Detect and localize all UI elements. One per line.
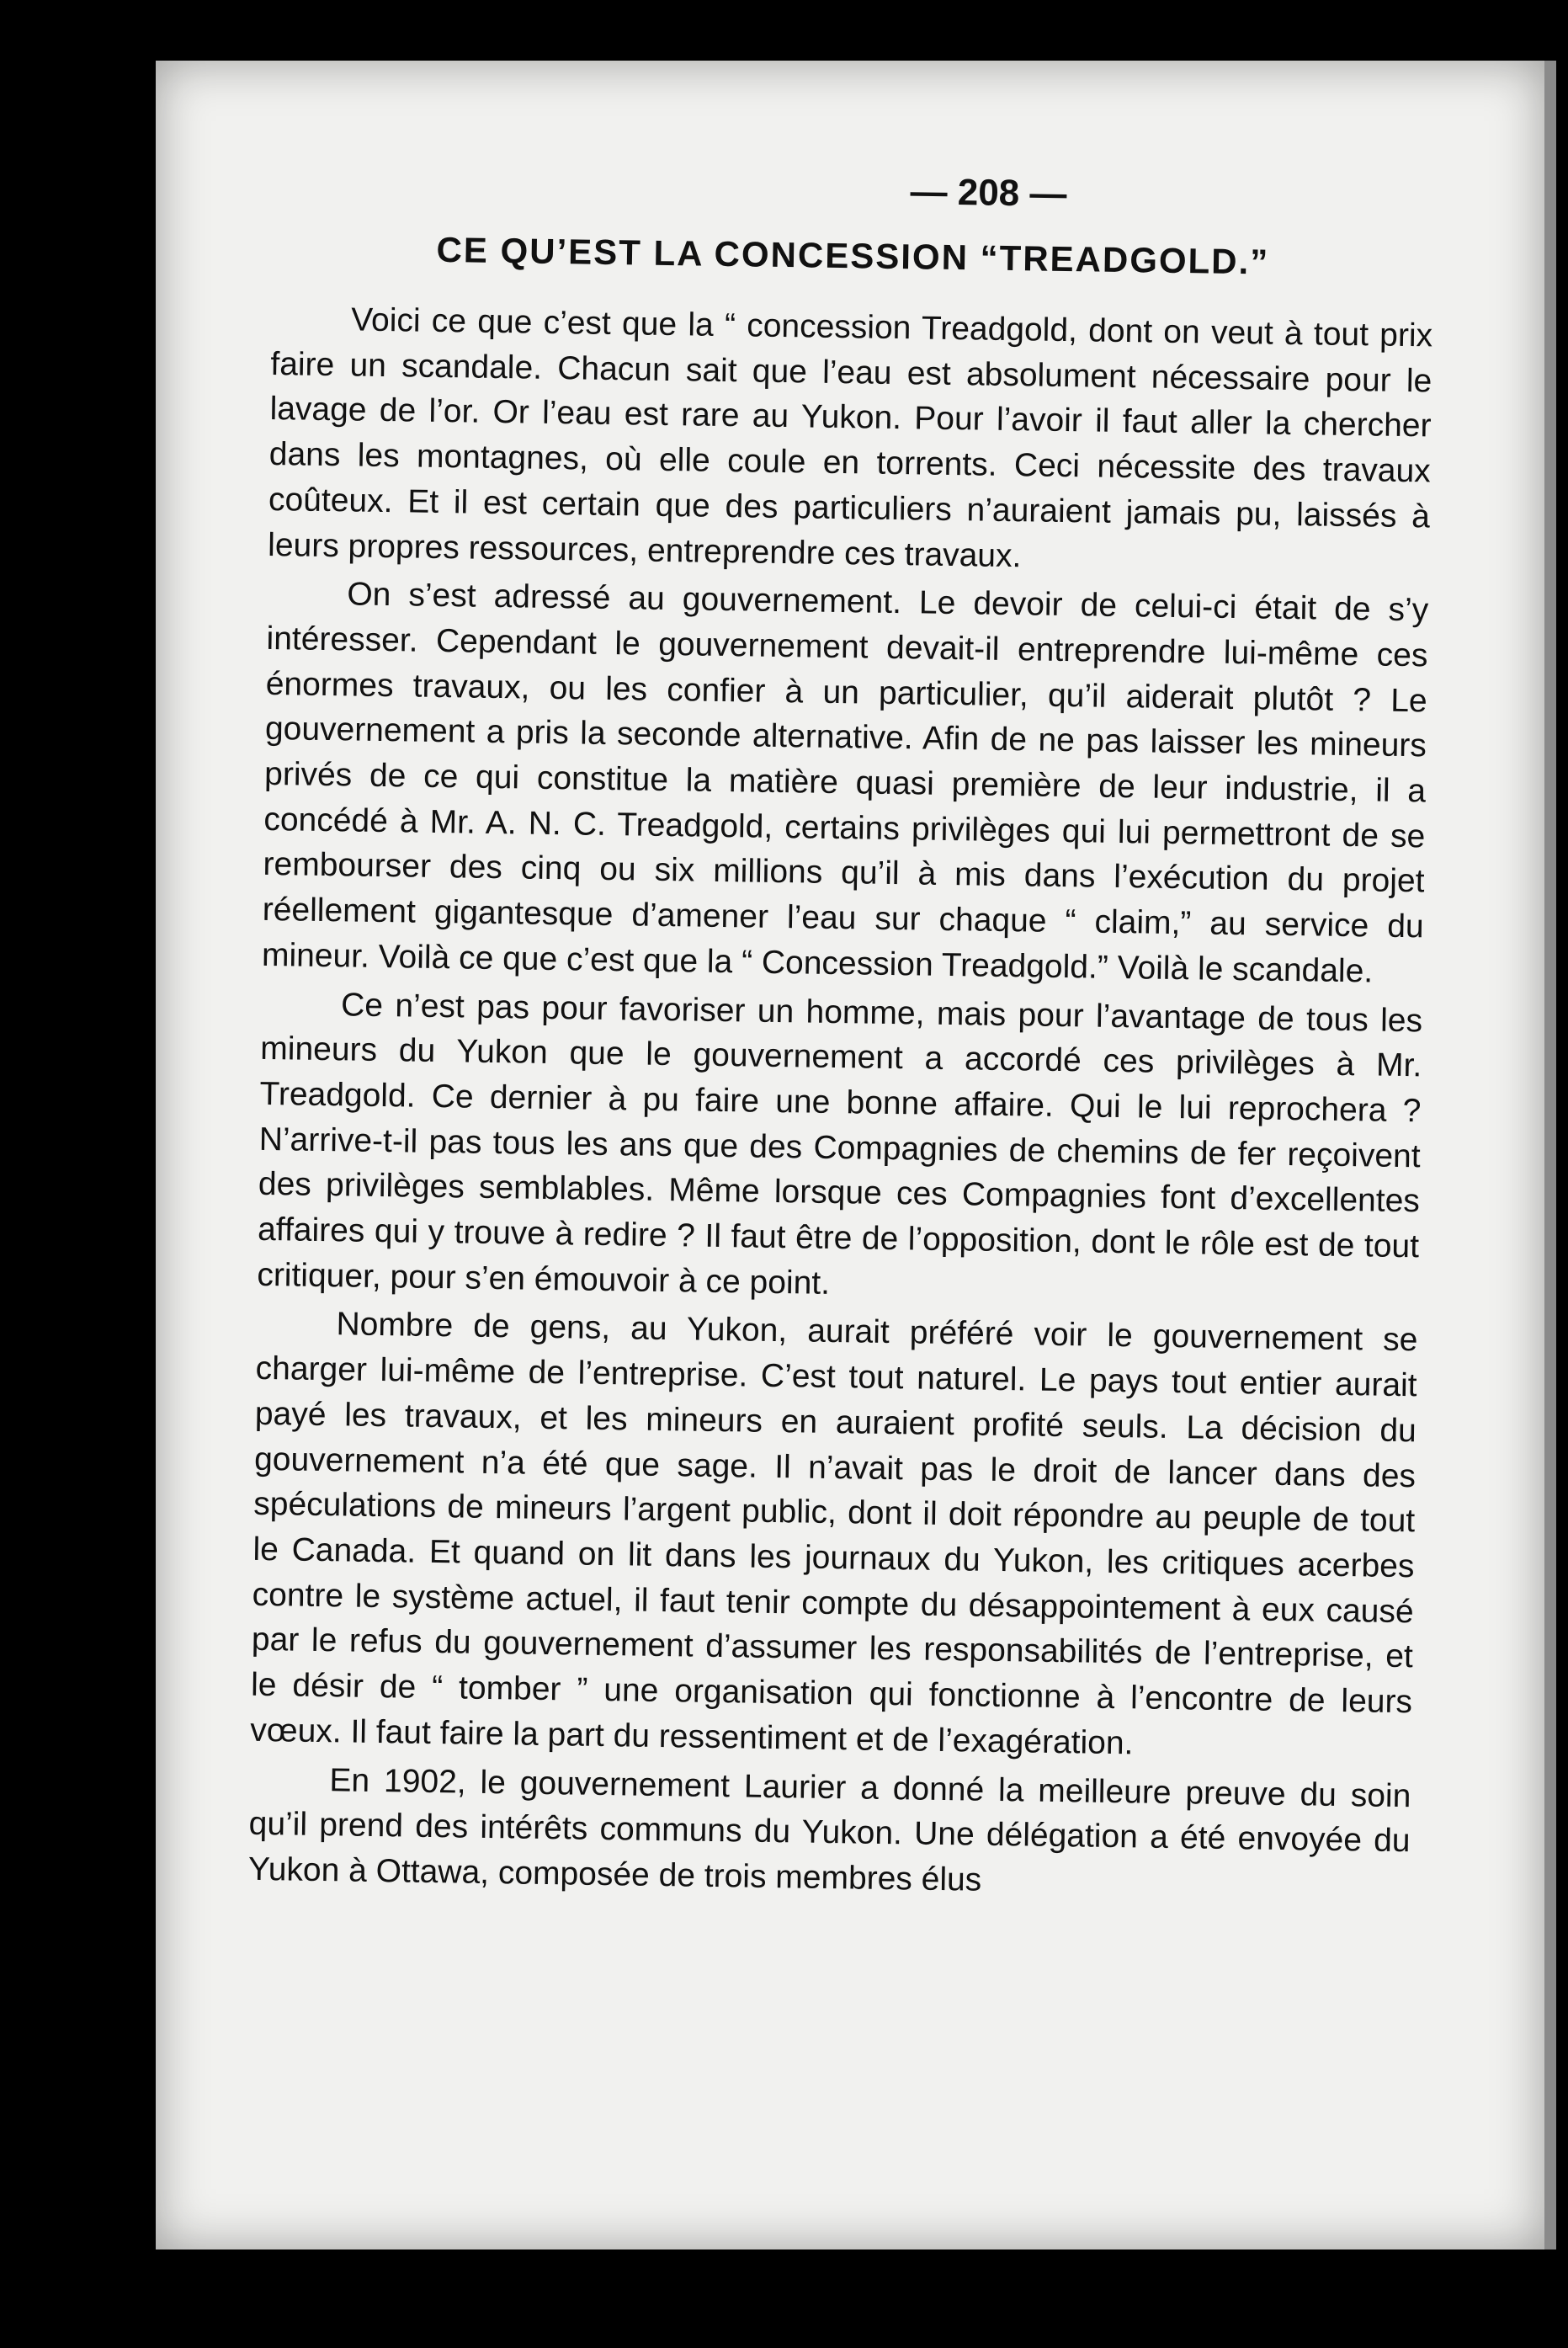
page-content bbox=[248, 162, 1435, 1909]
scanned-page bbox=[156, 61, 1544, 2250]
page-heading: CE QU’EST LA CONCESSION “TREADGOLD.” bbox=[436, 229, 1270, 282]
page-edge bbox=[1544, 61, 1556, 2250]
page-number: — 208 — bbox=[910, 171, 1067, 215]
paragraph: En 1902, le gouvernement Laurier a donné la meilleure preuve du soin qu’il prend des intérêts communs du Yukon. Une délégation a été envoyée du Yukon à Ottawa, composée de trois membres élus bbox=[247, 1761, 1411, 1898]
paragraph: Ce n’est pas pour favoriser un homme, mais pour l’avantage de tous les mineurs du Yukon que le gouvernement a accordé ces privilèges à Mr. Treadgold. Ce dernier à pu faire une bonne affaire. Qui le lui reprochera ? N’arrive-t-il pas tous les ans que des Compagnies de chemins de fer reçoivent des privilèges semblables. Même lorsque ces Compagnies font d’excellentes affaires qui y trouve à redire ? Il faut être de l’opposition, dont le rôle est de tout critiquer, pour s’en émouvoir à ce point. bbox=[257, 986, 1423, 1302]
paragraph: Voici ce que c’est que la “ concession Treadgold, dont on veut à tout prix faire un scandale. Chacun sait que l’eau est absolument nécessaire pour le lavage de l’or. Or l’eau est rare au Yukon. Pour l’avoir il faut aller la chercher dans les montagnes, où elle coule en torrents. Ceci nécessite des travaux coûteux. Et il est certain que des particuliers n’auraient jamais pu, laissés à leurs propres ressources, entreprendre ces travaux. bbox=[267, 301, 1433, 574]
paragraph: Nombre de gens, au Yukon, aurait préféré voir le gouvernement se charger lui-même de l’entreprise. C’est tout naturel. Le pays tout entier aurait payé les travaux, et les mineurs en auraient profité seuls. La décision du gouvernement n’a été que sage. Il n’avait pas le droit de lancer dans des spéculations de mineurs l’argent public, dont il doit répondre au peuple de tout le Canada. Et quand on lit dans les journaux du Yukon, les critiques acerbes contre le système actuel, il faut tenir compte du désappointement à eux causé par le refus du gouvernement d’assumer les responsabilités de l’entreprise, et le désir de “ tomber ” une organisation qui fonctionne à l’encontre de leurs vœux. Il faut faire la part du ressentiment et de l’exagération. bbox=[250, 1306, 1418, 1762]
paragraph: On s’est adressé au gouvernement. Le devoir de celui-ci était de s’y intéresser. Cependant le gouvernement devait-il entreprendre lui-même ces énormes travaux, ou les confier à un particulier, qu’il aiderait plutôt ? Le gouvernement a pris la seconde alternative. Afin de ne pas laisser les mineurs privés de ce qui constitue la matière quasi première de leur industrie, il a concédé à Mr. A. N. C. Treadgold, certains privilèges qui lui permettront de se rembourser des cinq ou six millions qu’il à mis dans l’exécution du projet réellement gigantesque d’amener l’eau sur chaque “ claim,” au service du mineur. Voilà ce que c’est que la “ Concession Treadgold.” Voilà le scandale. bbox=[261, 576, 1429, 990]
